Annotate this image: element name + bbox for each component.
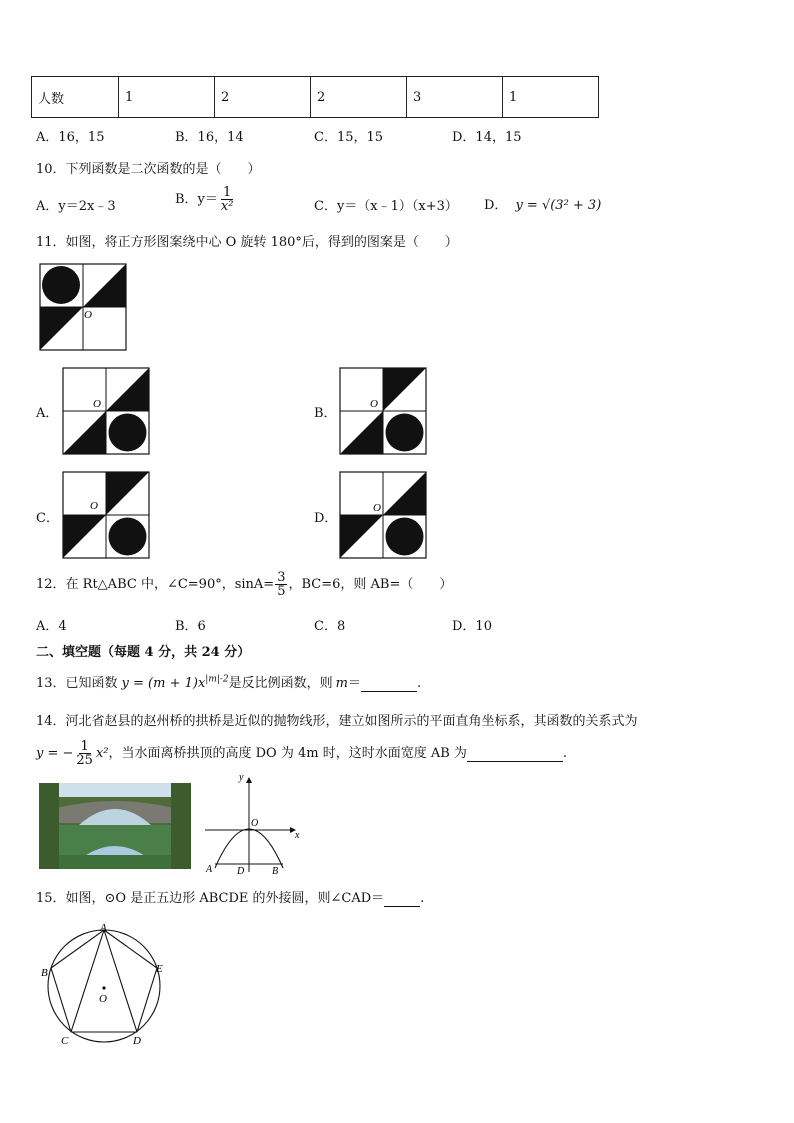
table-cell: 2 xyxy=(311,77,407,118)
table-cell: 2 xyxy=(215,77,311,118)
vertex-e-label: E xyxy=(156,963,163,975)
table-cell: 1 xyxy=(119,77,215,118)
q13-middle: 是反比例函数，则 xyxy=(228,676,333,691)
point-b-label: B xyxy=(272,866,279,877)
q10-option-a: A．y＝2x﹣3 xyxy=(36,199,116,214)
parabola-diagram xyxy=(203,772,303,876)
q12-stem-suffix: ，BC=6，则 AB=（ ） xyxy=(288,577,453,592)
center-label: O xyxy=(370,398,378,410)
q10-option-b-fraction xyxy=(219,186,236,213)
period: . xyxy=(420,891,425,906)
table-row xyxy=(32,77,599,118)
q10-stem: 10．下列函数是二次函数的是（ ） xyxy=(36,162,261,177)
q10-option-b-prefix: B．y＝ xyxy=(175,192,218,207)
q13-stem xyxy=(36,672,421,692)
data-table xyxy=(31,76,599,118)
q15-stem xyxy=(36,887,424,907)
q14-fraction xyxy=(74,740,95,767)
q13-formula: y = (m + 1)x xyxy=(121,676,206,691)
q13-exponent: |m|-2 xyxy=(205,674,229,685)
q12-stem xyxy=(36,571,452,598)
q14-formula-prefix: y = − xyxy=(36,746,74,761)
vertex-c-label: C xyxy=(61,1035,69,1047)
answer-blank xyxy=(467,746,563,762)
q10-option-d-formula: y = √(3² + 3) xyxy=(515,198,602,213)
q15-stem-text: 15．如图，⊙O 是正五边形 ABCDE 的外接圆，则∠CAD＝ xyxy=(36,891,385,906)
q12-option-c: C．8 xyxy=(314,619,346,634)
q11-option-d-figure xyxy=(339,471,427,559)
fraction-denominator: 25 xyxy=(76,753,93,768)
q10-option-d xyxy=(484,194,601,213)
table-cell: 3 xyxy=(407,77,503,118)
q13-prefix: 13．已知函数 xyxy=(36,676,118,691)
center-label: O xyxy=(93,398,101,410)
center-o-label: O xyxy=(99,993,107,1005)
answer-blank xyxy=(361,676,417,692)
q11-option-b-letter: B． xyxy=(314,406,337,421)
answer-blank xyxy=(384,891,420,907)
q11-option-c-figure xyxy=(62,471,150,559)
point-d-label: D xyxy=(237,866,245,877)
q14-line1: 14．河北省赵县的赵州桥的拱桥是近似的抛物线形，建立如图所示的平面直角坐标系，其函数的关系式为 xyxy=(36,714,638,729)
table-cell: 1 xyxy=(503,77,599,118)
q13-equals: ＝ xyxy=(348,676,362,691)
fraction-numerator: 1 xyxy=(223,185,232,200)
q11-option-d-letter: D． xyxy=(314,511,338,526)
q12-option-d: D．10 xyxy=(452,619,492,634)
period: . xyxy=(562,746,568,761)
fraction-denominator: x² xyxy=(220,199,234,214)
fraction-numerator: 3 xyxy=(277,570,286,585)
q9-option-b: B．16，14 xyxy=(175,130,244,145)
vertex-b-label: B xyxy=(41,967,48,979)
q9-option-d: D．14，15 xyxy=(452,130,522,145)
q10-option-b xyxy=(175,186,236,213)
pentagon-circle-diagram xyxy=(38,922,174,1050)
q11-stem: 11．如图，将正方形图案绕中心 O 旋转 180°后，得到的图案是（ ） xyxy=(36,235,458,250)
center-label: O xyxy=(90,500,98,512)
section-title: 二、填空题（每题 4 分，共 24 分） xyxy=(36,645,251,660)
q13-variable: m xyxy=(335,676,348,691)
q14-line2-text: ，当水面离桥拱顶的高度 DO 为 4m 时，这时水面宽度 AB 为 xyxy=(108,746,467,761)
q12-option-a: A．4 xyxy=(36,619,67,634)
table-cell: 人数 xyxy=(32,77,119,118)
q9-option-a: A．16，15 xyxy=(36,130,105,145)
x-axis-label: x xyxy=(295,830,300,841)
fraction-numerator: 1 xyxy=(80,739,89,754)
q10-option-c: C．y＝（x﹣1）（x+3） xyxy=(314,199,458,214)
center-label: O xyxy=(84,309,92,321)
fraction-denominator: 5 xyxy=(277,584,286,599)
q9-option-c: C．15，15 xyxy=(314,130,384,145)
q14-formula-suffix: x² xyxy=(95,746,109,761)
period: . xyxy=(417,676,422,691)
q10-option-d-prefix: D． xyxy=(484,198,508,213)
q11-option-c-letter: C． xyxy=(36,511,59,526)
y-axis-label: y xyxy=(239,772,244,783)
q12-fraction xyxy=(275,571,287,598)
origin-label: O xyxy=(251,818,259,829)
bridge-photo xyxy=(39,783,191,869)
point-a-label: A xyxy=(206,864,213,875)
vertex-a-label: A xyxy=(100,922,107,934)
vertex-d-label: D xyxy=(133,1035,141,1047)
q11-option-a-letter: A． xyxy=(36,406,59,421)
center-label: O xyxy=(373,502,381,514)
original-pattern-figure xyxy=(39,263,127,351)
q11-option-a-figure xyxy=(62,367,150,455)
q14-line2 xyxy=(36,740,567,767)
q11-option-b-figure xyxy=(339,367,427,455)
q12-option-b: B．6 xyxy=(175,619,206,634)
q12-stem-prefix: 12．在 Rt△ABC 中，∠C=90°，sinA= xyxy=(36,577,275,592)
